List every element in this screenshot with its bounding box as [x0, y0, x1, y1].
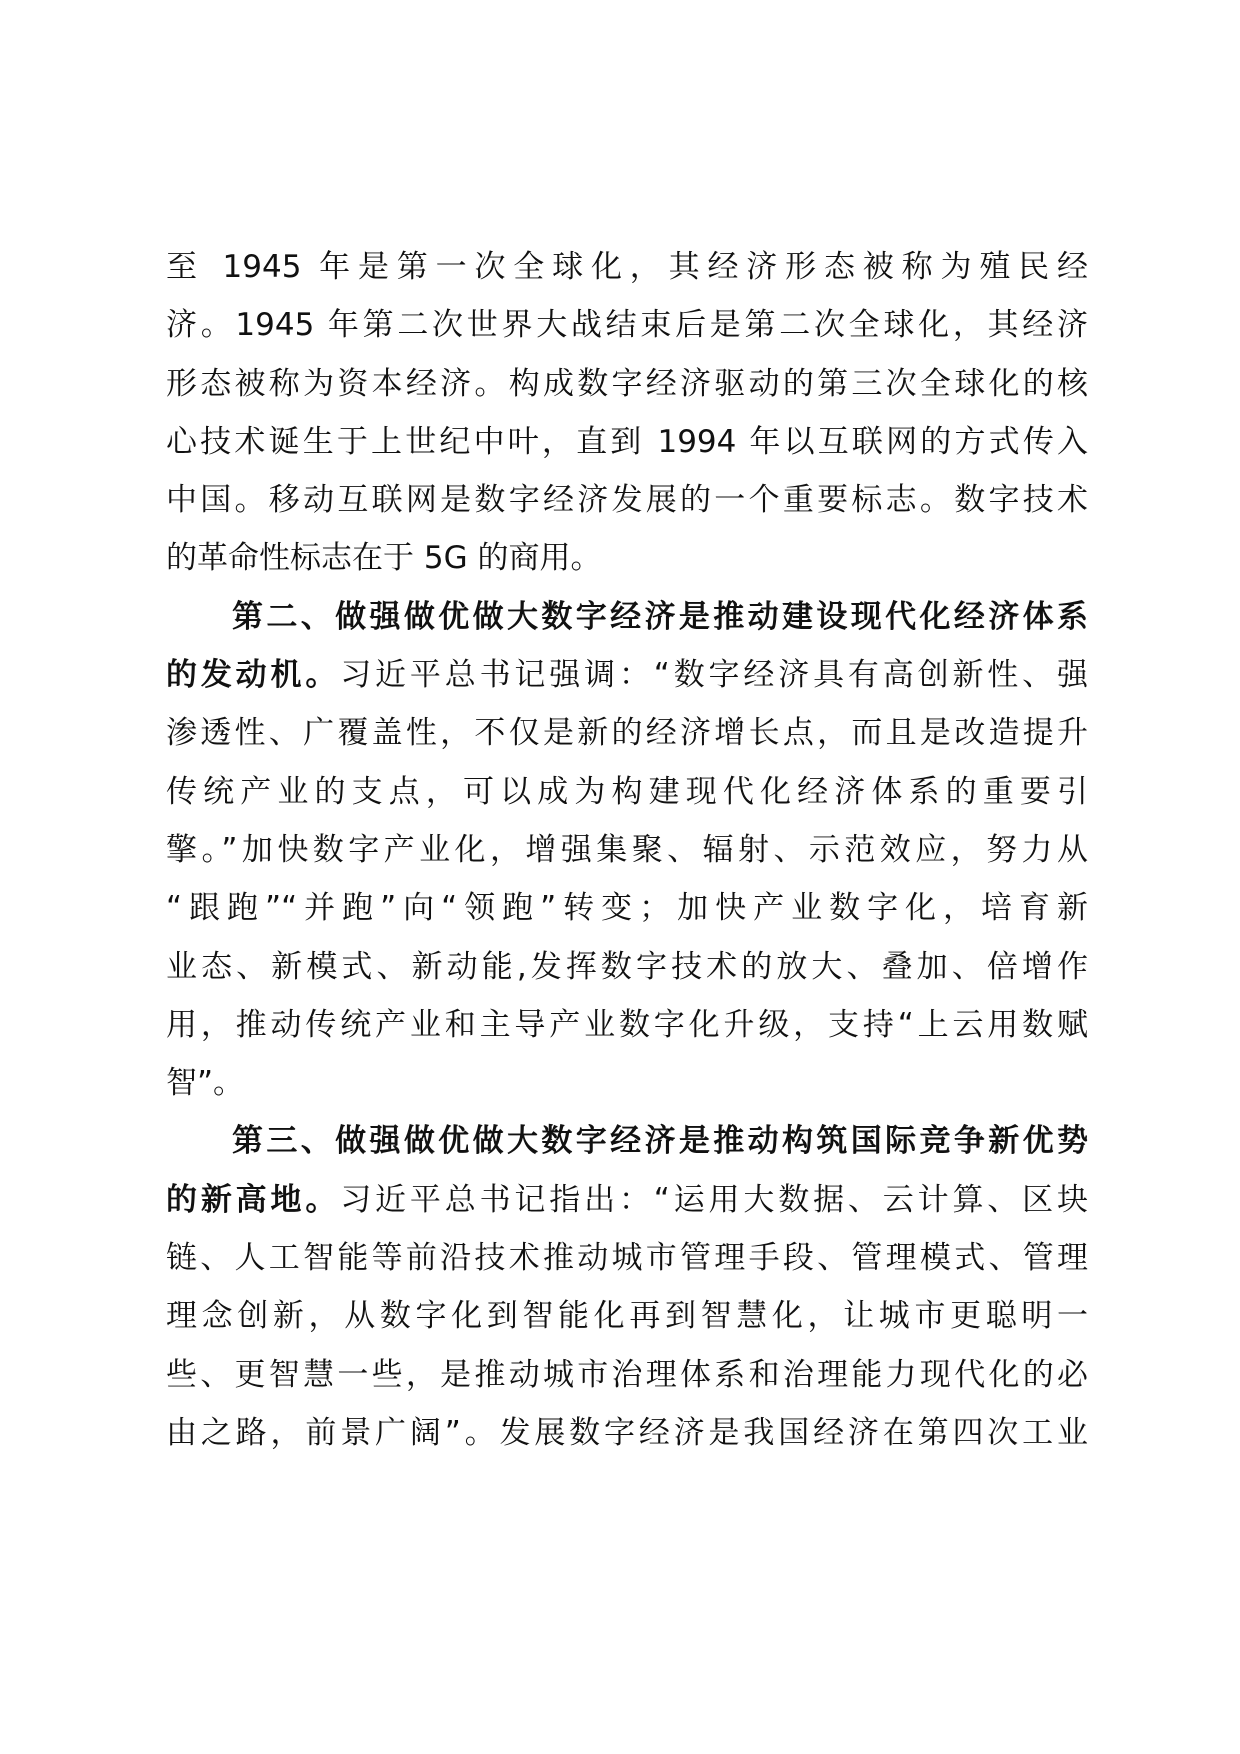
text-line [166, 1229, 1088, 1287]
text-line [166, 646, 1088, 704]
line-text: 渗透性、广覆盖性，不仅是新的经济增长点，而且是改造提升 [166, 715, 1088, 752]
text-line [166, 1404, 1088, 1462]
text-line [166, 996, 1088, 1054]
text-line [166, 1171, 1088, 1229]
text-line [166, 1346, 1088, 1404]
text-line [166, 238, 1088, 296]
text-line [166, 821, 1088, 879]
text-line [166, 879, 1088, 937]
line-text: 形态被称为资本经济。构成数字经济驱动的第三次全球化的核 [166, 365, 1088, 402]
line-text: 些、更智慧一些，是推动城市治理体系和治理能力现代化的必 [166, 1356, 1088, 1393]
text-line [166, 413, 1088, 471]
line-text: 业态、新模式、新动能,发挥数字技术的放大、叠加、倍增作 [166, 948, 1088, 985]
section-heading: 第二、做强做优做大数字经济是推动建设现代化经济体系 [232, 598, 1088, 635]
line-text: 传统产业的支点，可以成为构建现代化经济体系的重要引 [166, 773, 1088, 810]
text-line [166, 1054, 1088, 1112]
line-text: 理念创新，从数字化到智能化再到智慧化，让城市更聪明一 [166, 1298, 1088, 1335]
text-line [166, 938, 1088, 996]
line-text: 的革命性标志在于 5G 的商用。 [166, 540, 602, 577]
section-heading: 的新高地。 [166, 1181, 341, 1218]
text-line [166, 355, 1088, 413]
line-text: 中国。移动互联网是数字经济发展的一个重要标志。数字技术 [166, 482, 1088, 519]
section-heading-line [166, 588, 1088, 646]
text-line [166, 471, 1088, 529]
line-text: 由之路，前景广阔”。发展数字经济是我国经济在第四次工业 [166, 1414, 1088, 1451]
line-text: 链、人工智能等前沿技术推动城市管理手段、管理模式、管理 [166, 1240, 1088, 1277]
text-line [166, 1287, 1088, 1345]
line-text: 用，推动传统产业和主导产业数字化升级，支持“上云用数赋 [166, 1006, 1088, 1043]
section-heading-line [166, 1112, 1088, 1170]
line-text: 习近平总书记强调：“数字经济具有高创新性、强 [340, 657, 1088, 694]
text-line [166, 763, 1088, 821]
text-line [166, 529, 1088, 587]
line-text: “跟跑”“并跑”向“领跑”转变；加快产业数字化，培育新 [166, 890, 1088, 927]
section-heading: 的发动机。 [166, 657, 341, 694]
text-line [166, 704, 1088, 762]
line-text: 至 1945 年是第一次全球化，其经济形态被称为殖民经 [166, 249, 1088, 285]
line-text: 心技术诞生于上世纪中叶，直到 1994 年以互联网的方式传入 [166, 423, 1088, 460]
line-text: 济。1945 年第二次世界大战结束后是第二次全球化，其经济 [166, 307, 1088, 344]
line-text: 擎。”加快数字产业化，增强集聚、辐射、示范效应，努力从 [166, 831, 1088, 868]
line-text: 习近平总书记指出：“运用大数据、云计算、区块 [340, 1181, 1088, 1218]
text-line [166, 296, 1088, 354]
section-heading: 第三、做强做优做大数字经济是推动构筑国际竞争新优势 [232, 1123, 1088, 1160]
line-text: 智”。 [166, 1065, 245, 1102]
body-text [166, 238, 1088, 1462]
